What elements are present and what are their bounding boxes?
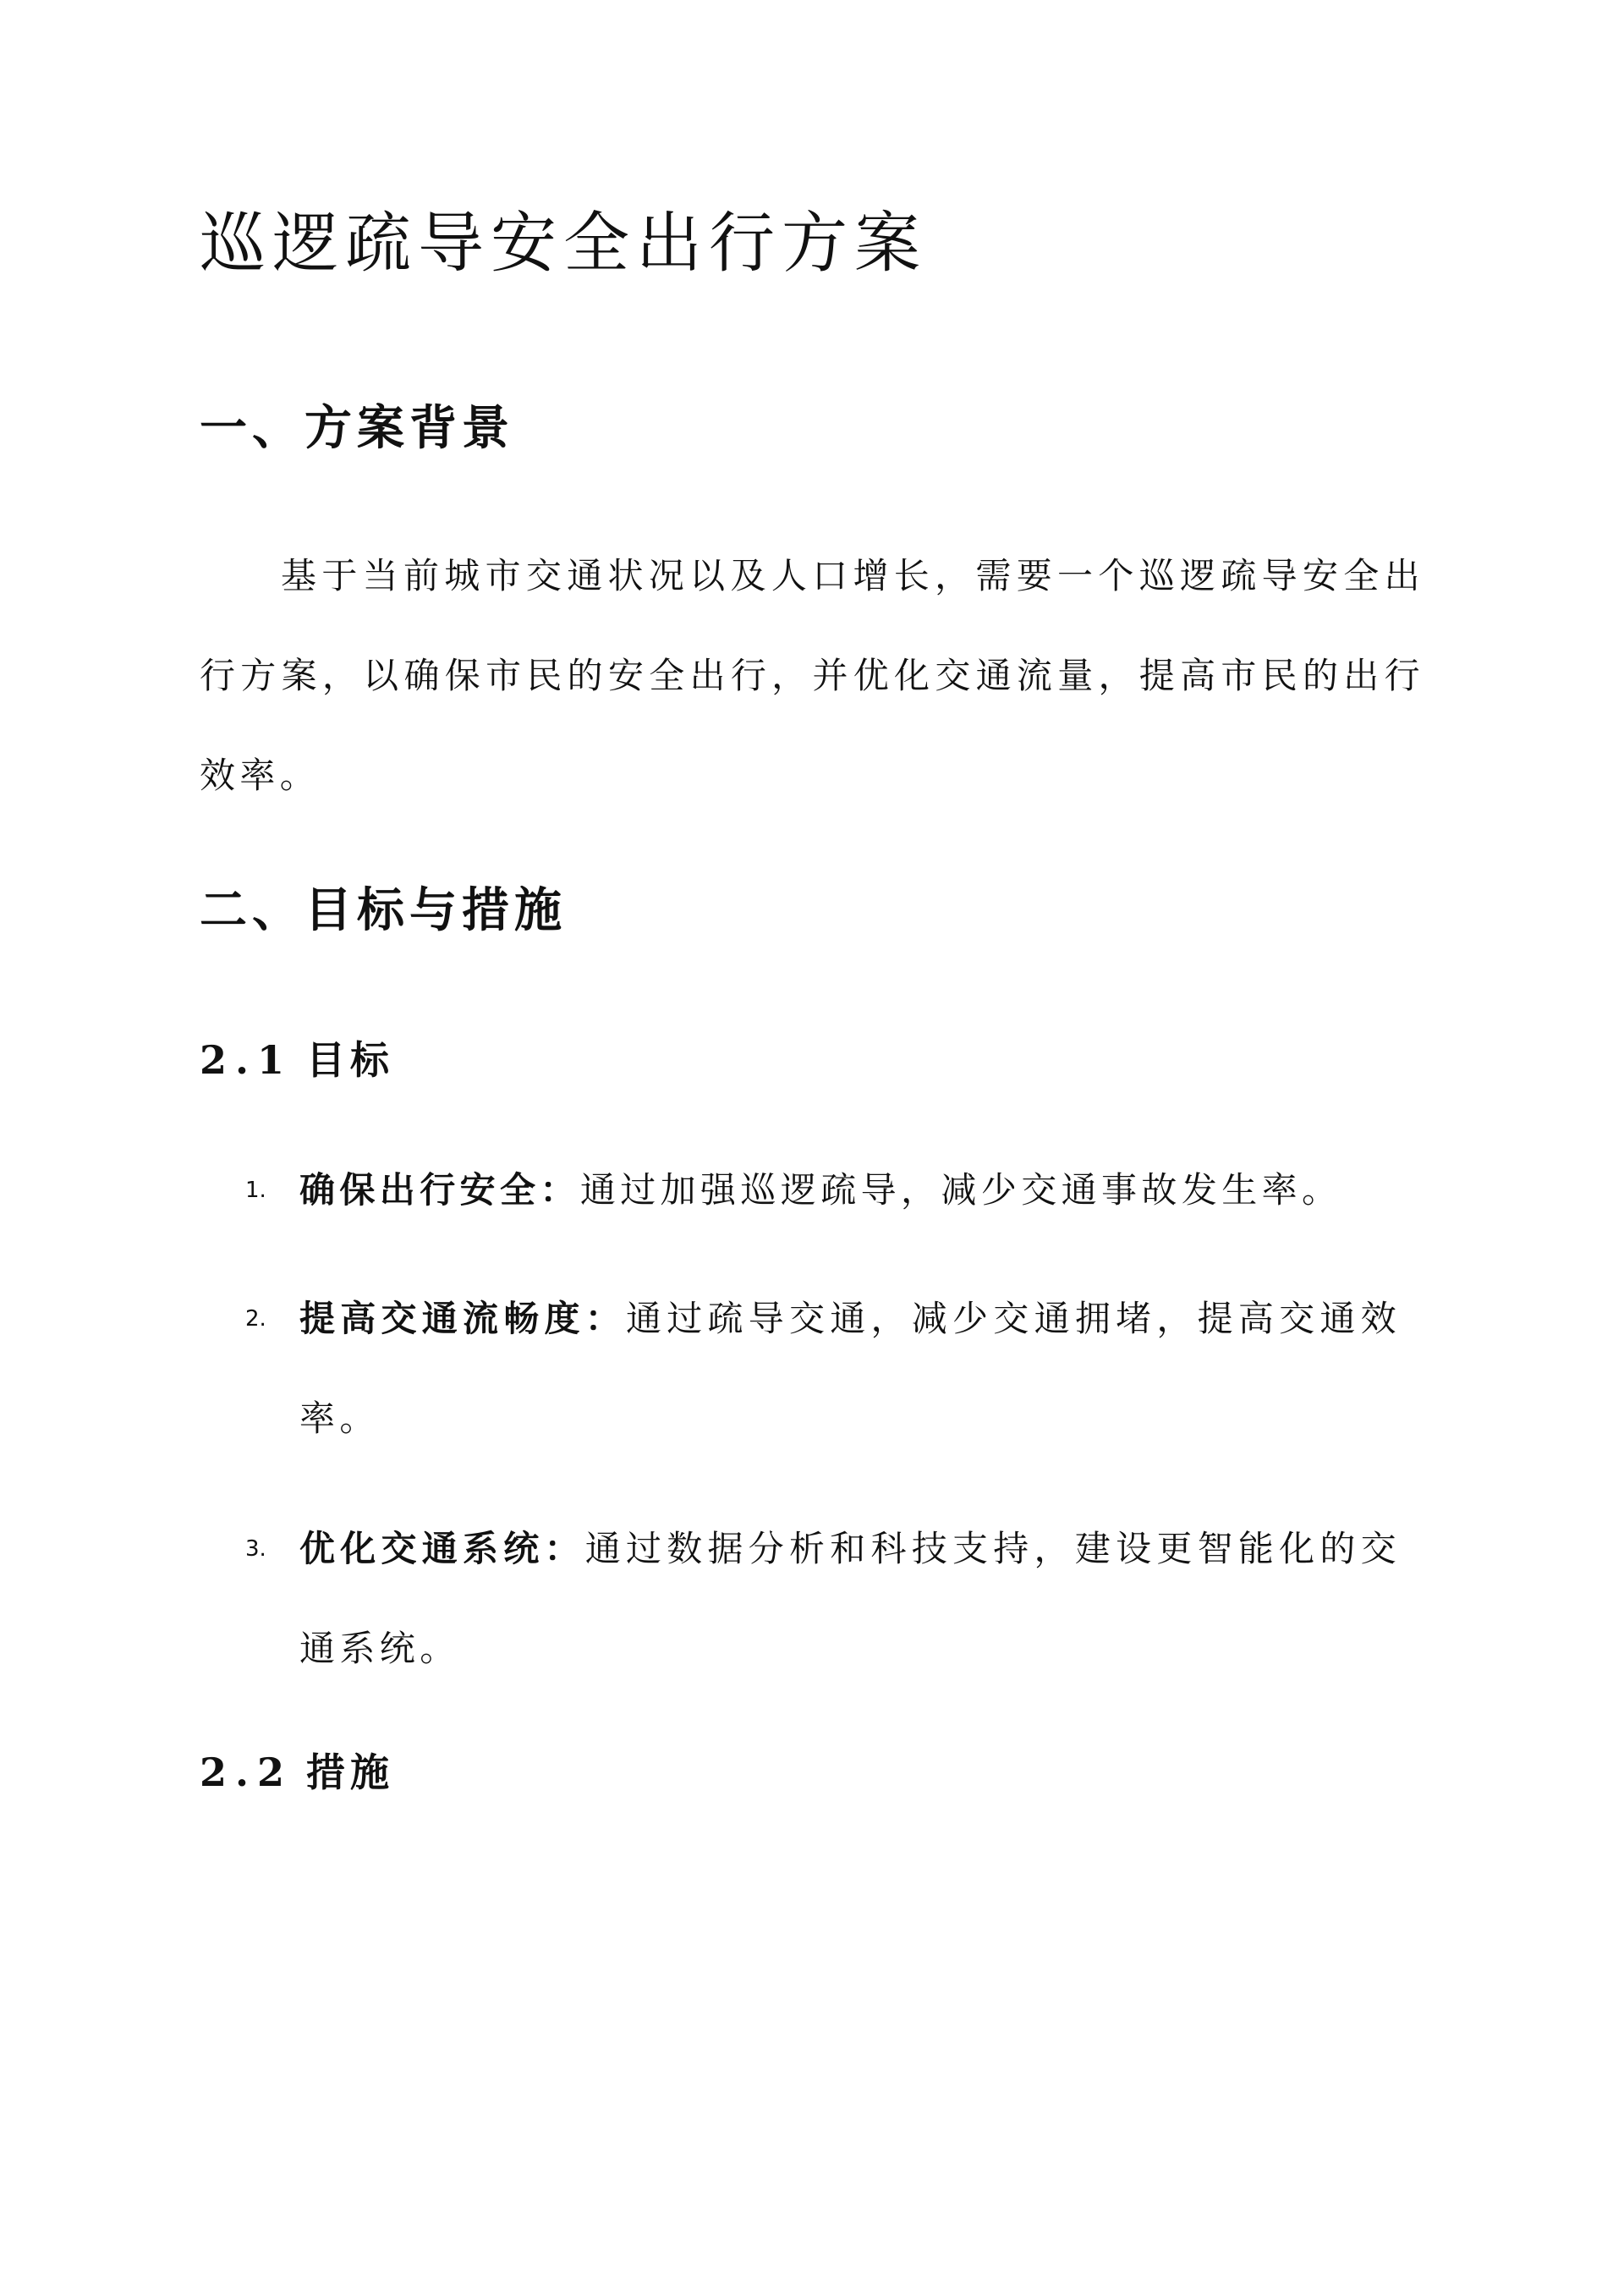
- list-item-text: 通过疏导交通，减少交通拥堵，提高交通效率。: [299, 1298, 1401, 1439]
- section-heading-background: 一、方案背景: [200, 400, 514, 456]
- subsection-number: 2.2: [200, 1749, 294, 1795]
- list-item-content: [299, 1269, 1401, 1469]
- section-heading-goals-measures: 二、目标与措施: [200, 882, 567, 938]
- list-item: [200, 1269, 1401, 1469]
- subsection-heading-goals: [200, 1030, 394, 1090]
- list-marker: 2.: [245, 1306, 266, 1332]
- subsection-heading-measures: [200, 1743, 394, 1802]
- list-marker: 3.: [245, 1536, 266, 1562]
- list-item-text: 通过加强巡逻疏导，减少交通事故发生率。: [579, 1169, 1342, 1211]
- list-item-lead: 提高交通流畅度：: [299, 1298, 627, 1339]
- list-item: [200, 1140, 1401, 1240]
- subsection-title: 目标: [306, 1037, 395, 1083]
- list-item-lead: 优化交通系统：: [299, 1528, 585, 1569]
- list-item-content: [299, 1499, 1401, 1699]
- list-item-content: [299, 1140, 1401, 1240]
- document-title: 巡逻疏导安全出行方案: [200, 206, 928, 282]
- subsection-number: 2.1: [200, 1037, 294, 1083]
- list-marker: 1.: [245, 1178, 266, 1203]
- background-paragraph: 基于当前城市交通状况以及人口增长，需要一个巡逻疏导安全出行方案，以确保市民的安全出行，并优化交通流量，提高市民的出行效率。: [200, 555, 1424, 796]
- list-item-lead: 确保出行安全：: [299, 1169, 580, 1211]
- list-item-text: 通过数据分析和科技支持，建设更智能化的交通系统。: [299, 1528, 1401, 1669]
- list-item: [200, 1499, 1401, 1699]
- subsection-title: 措施: [306, 1749, 395, 1795]
